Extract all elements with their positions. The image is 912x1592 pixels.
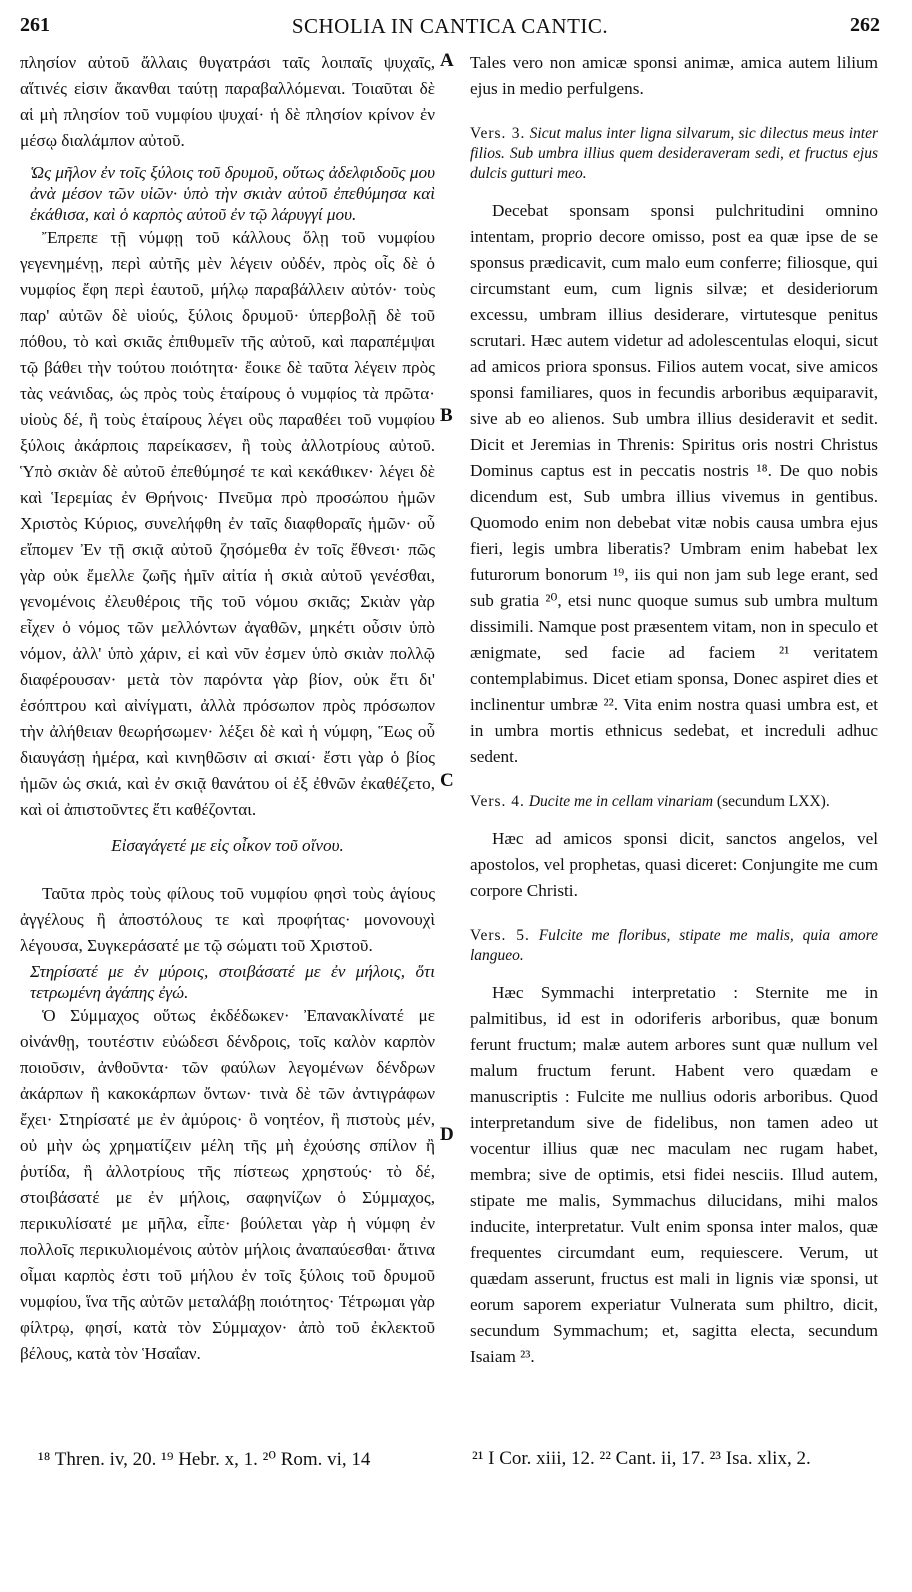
latin-verse-3-heading [470, 124, 878, 184]
verse-label: Vers. 3. [470, 125, 526, 142]
page-header [20, 14, 880, 40]
latin-verse-4: Ducite me in cellam vinariam [528, 793, 714, 810]
latin-verse-3: Sicut malus inter ligna silvarum, sic dilectus meus inter filios. Sub umbra illius quem desideraveram sedi, et fructus ejus dulcis gutturi meo. [470, 125, 878, 182]
verse-label: Vers. 5. [470, 927, 530, 944]
margin-letter-d: D [440, 1124, 454, 1145]
page-number-left: 261 [20, 14, 50, 36]
latin-verse-5: Fulcite me floribus, stipate me malis, quia amore langueo. [470, 927, 878, 964]
greek-column [20, 50, 435, 1367]
greek-paragraph-3: Ταῦτα πρὸς τοὺς φίλους τοῦ νυμφίου φησὶ τοὺς ἁγίους ἀγγέλους ἢ ἀποστόλους τε καὶ προφήτας· μονονουχὶ λέγουσα, Συγκεράσατέ με τῷ σώματι τοῦ Χριστοῦ. [20, 884, 435, 955]
greek-paragraph-2: Ἔπρεπε τῇ νύμφῃ τοῦ κάλλους ὅλῃ τοῦ νυμφίου γεγενημένῃ, περὶ αὐτῆς μὲν λέγειν οὐδέν, πρὸς οἷς δὲ ὁ νυμφίος ἔφη περὶ ἑαυτοῦ, μήλῳ παραβάλλειν αὐτόν· τοὺς παρ' αὐτῶν δὲ υἱούς, ξύλοις δρυμοῦ· ὑπερβολῇ δὲ τοῦ πόθου, τὸ καὶ σκιᾶς ἐπιθυμεῖν τῆς αὐτοῦ, καὶ παραπέμψαι τῷ βάθει τὴν τούτου ποιότητα· ἔοικε δὲ ταῦτα λέγειν πρὸς τὰς νεάνιδας, ὡς πρὸς τοὺς ἑταίρους ὁ νυμφίος τὰ πρῶτα· υἱοὺς δέ, ἢ τοὺς ἑταίρους λέγει οὓς παραθέει τοῦ νυμφίου ξύλοις ἀκάρποις παρείκασεν, ἢ τοὺς ἀλλοτρίους αὐτοῦ. Ὑπὸ σκιὰν δὲ αὐτοῦ ἐπεθύμησέ τε καὶ κεκάθικεν· λέγει δὲ καὶ Ἱερεμίας ἐν Θρήνοις· Πνεῦμα πρὸ προσώπου ἡμῶν Χριστὸς Κύριος, συνελήφθη ἐν ταῖς διαφθοραῖς ἡμῶν· οὗ εἴπομεν Ἐν τῇ σκιᾷ αὐτοῦ ζησόμεθα ἐν τοῖς ἔθνεσι· πῶς γὰρ οὐκ ἔμελλε ζωῆς ἡμῖν αἰτία ἡ σκιὰ αὐτοῦ γενέσθαι, γενομένοις ἐλευθέροις τῆς τοῦ νόμου σκιᾶς; Σκιὰν γὰρ εἶχεν ὁ νόμος τῶν μελλόντων ἀγαθῶν, μηκέτι οὖσιν ὑπὸ νόμον, ἀλλ' ὑπὸ χάριν, εἰ καὶ νῦν ἐσμεν ὑπὸ σκιὰν πολλῷ διαφέρουσαν· μετὰ τὸν παρόντα γὰρ βίον, οὐκ ἔτι δι' ἐσόπτρου καὶ αἰνίγματι, ἀλλὰ πρόσωπον πρὸς πρόσωπον τὴν ἀλήθειαν θεωρήσωμεν· λέξει δὲ καὶ ἡ νύμφη, Ἕως οὗ διαυγάσῃ ἡμέρα, καὶ κινηθῶσιν αἱ σκιαί· ἔστι γὰρ ὁ βίος ἡμῶν ὡς σκιά, καὶ ἐν σκιᾷ θανάτου οἱ ἐξ ἐθνῶν ἐκαθέζετο, καὶ οἱ ἀπιστοῦντες ἔτι καθέζονται. [20, 228, 435, 819]
latin-column [470, 50, 878, 1370]
footnotes-left: ¹⁸ Thren. iv, 20. ¹⁹ Hebr. x, 1. ²⁰ Rom. vi, 14 [38, 1449, 371, 1470]
greek-paragraph-4: Ὁ Σύμμαχος οὕτως ἐκδέδωκεν· Ἐπανακλίνατέ με οἰνάνθῃ, τουτέστιν εὐώδεσι δένδροις, τοῖς καλὸν καρπὸν ποιοῦσιν, ἀνθοῦντα· τῶν φαύλων λεγομένων δένδρων ἀκάρπων ἢ κακοκάρπων ὄντων· τινὰ δὲ τῶν ἀντιγράφων ἔχει· Στηρίσατέ με ἐν ἀμύροις· ὃ νοητέον, ἢ πιστοὺς μέν, οὐ μὴν ὡς χρηματίζειν μέλη τῆς μὴ ἐχούσης σπίλον ἢ ῥυτίδα, ἢ ἀλλοτρίους τῆς πίστεως χρηστούς· τὸ δέ, στοιβάσατέ με ἐν μήλοις, σαφηνίζων ὁ Σύμμαχος, περικυλίσατέ με μῆλα, εἶπε· βούλεται γὰρ ἡ νύμφη ἐν πολλοῖς περικυλιομένοις αὐτὸν μήλοις ἀναπαύεσθαι· ἅτινα οἶμαι καρπὸς ἐστι τοῦ μήλου ἐν τοῖς ξύλοις τοῦ δρυμοῦ νυμφίου, ἵνα τῆς αὐτῶν μεταλάβῃ ποιότητος· Τέτρωμαι γὰρ φίλτρῳ, φησί, κατὰ τὸν Σύμμαχον· ἀπὸ τοῦ ἐκλεκτοῦ βέλους, κατὰ τὸν Ἡσαΐαν. [20, 1006, 435, 1363]
greek-paragraph-1: πλησίον αὐτοῦ ἄλλαις θυγατράσι ταῖς λοιπαῖς ψυχαῖς, αἵτινές εἰσιν ἄκανθαι ταύτῃ παραβαλλόμεναι. Τοιαῦται δὲ αἱ μὴ πλησίον τοῦ νυμφίου ψυχαί· ἡ δὲ πλησίον κρίνον ἐν μέσῳ διαλάμπον αὐτοῦ. [20, 53, 435, 150]
latin-paragraph-4: Hæc Symmachi interpretatio : Sternite me in palmitibus, id est in odoriferis arboribus, quæ bonum ferunt fructum; malæ autem arbores sunt quæ nullum vel malum fructum ferunt. Habent vero quædam e manuscriptis : Fulcite me nullius odoris arboribus. Quod interpretandum sive de fidelibus, non tamen adeo ut vocentur illius quæ nec maculam nec rugam habet, membra; sive de optimis, etsi fidei nesciis. Illud autem, stipate me malis, Symmachus dilucidans, mihi malos inducite, interpretatur. Vult enim sponsa inter malos, quæ frequentes circumdant eum, requiescere. Verum, ut quædam asserunt, fructus est mali in lignis viæ sponsi, ut eorum saporem experiatur Vulnerata sum philtro, dicit, secundum Symmachum; et, sagitta electa, secundum Isaiam ²³. [470, 983, 878, 1366]
running-title: SCHOLIA IN CANTICA CANTIC. [291, 14, 609, 38]
margin-letter-c: C [440, 770, 454, 791]
latin-verse-4-heading [470, 792, 878, 812]
footnotes-right: ²¹ I Cor. xiii, 12. ²² Cant. ii, 17. ²³ Isa. xlix, 2. [472, 1448, 811, 1469]
margin-letter-b: B [440, 405, 453, 426]
verse-label: Vers. 4. [470, 793, 525, 810]
latin-paragraph-3: Hæc ad amicos sponsi dicit, sanctos angelos, vel apostolos, vel prophetas, quasi diceret: Conjungite me cum corpore Christi. [470, 829, 878, 900]
latin-paragraph-2: Decebat sponsam sponsi pulchritudini omnino intentam, proprio decore omisso, post ea quæ ipse de se sponsus prædicavit, cum malo eum conferre; filiosque, qui circumstant eum, cum lignis silvæ; et desideriorum excessu, umbram illius desiderare, virtutesque penitus scrutari. Hæc autem videtur ad adolescentulas eloqui, sicut ad amicos priora sponsus. Filios autem vocat, sive amicos sponsi familiares, quos in fecundis arboribus æquiparavit, sive ab eo alienos. Sub umbra illius desideravit et sedit. Dicit et Jeremias in Threnis: Spiritus oris nostri Christus Dominus captus est in peccatis nostris ¹⁸. De quo nobis dicendum est, Sub umbra illius vivemus in gentibus. Quomodo enim non debebat vitæ nobis causa umbra ejus fieri, legis umbra liberatis? Umbram enim habebat lex futurorum bonorum ¹⁹, iis qui non jam sub lege erant, sed sub gratia ²⁰, etsi nunc quoque sumus sub umbra multum dissimili. Namque post præsentem vitam, non in speculo et ænigmate, sed facie ad faciem ²¹ veritatem contemplabimus. Dicet etiam sponsa, Donec aspiret dies et inclinentur umbræ ²². Vita enim nostra quasi umbra est, et in umbra mortis ethnicus sedebat, et increduli adhuc sedent. [470, 201, 878, 766]
page-number-right: 262 [850, 14, 880, 36]
greek-verse-4: Εἰσαγάγετέ με εἰς οἶκον τοῦ οἴνου. [111, 836, 344, 855]
latin-verse-5-heading [470, 926, 878, 966]
latin-paragraph-1: Tales vero non amicæ sponsi animæ, amica autem lilium ejus in medio perfulgens. [470, 53, 878, 98]
latin-verse-4-note: (secundum LXX). [716, 793, 830, 810]
margin-letter-a: A [440, 50, 454, 71]
greek-verse-3: Ὡς μῆλον ἐν τοῖς ξύλοις τοῦ δρυμοῦ, οὕτως ἀδελφιδοῦς μου ἀνὰ μέσον τῶν υἱῶν· ὑπὸ τὴν σκιὰν αὐτοῦ ἐπεθύμησα καὶ ἐκάθισα, καὶ ὁ καρπὸς αὐτοῦ ἐν τῷ λάρυγγί μου. [30, 163, 435, 224]
greek-verse-5: Στηρίσατέ με ἐν μύροις, στοιβάσατέ με ἐν μήλοις, ὅτι τετρωμένη ἀγάπης ἐγώ. [30, 962, 435, 1002]
